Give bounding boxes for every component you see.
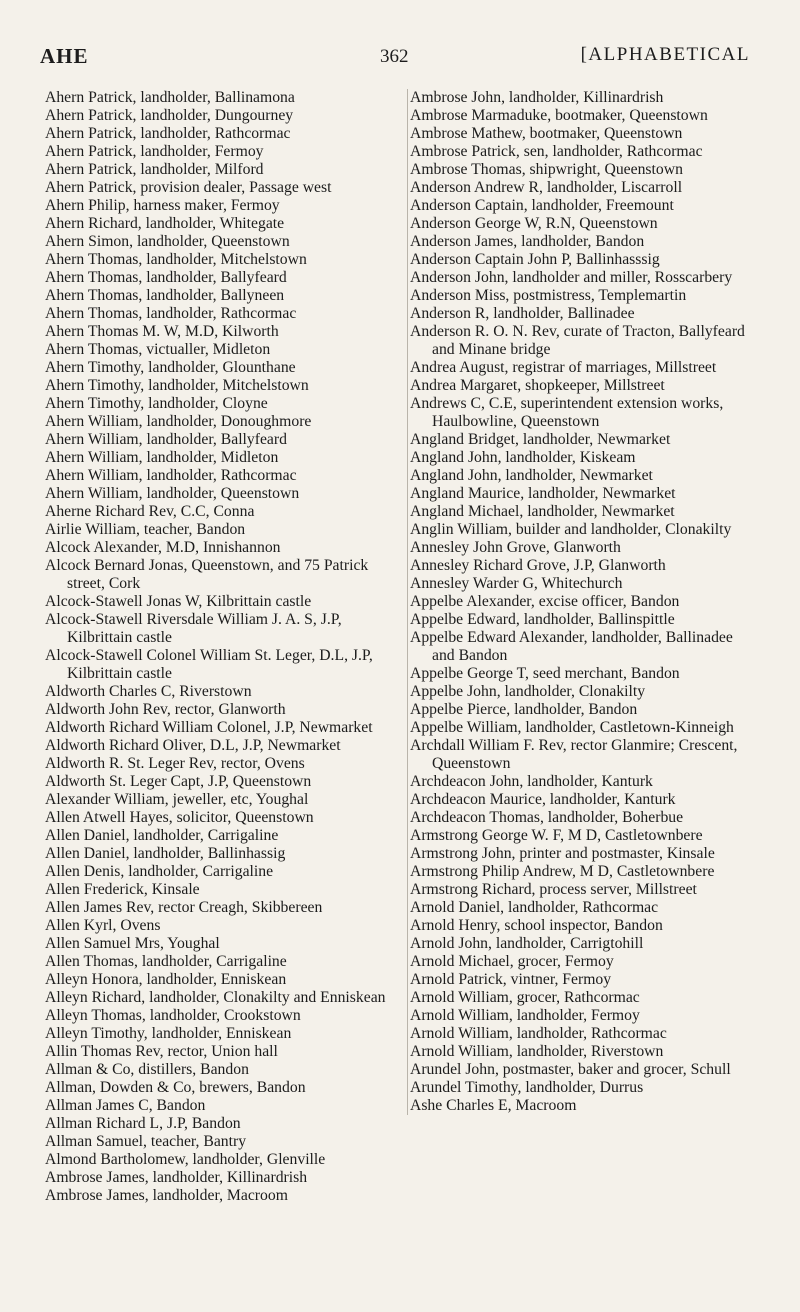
directory-entry: Arundel Timothy, landholder, Durrus: [410, 1079, 644, 1096]
directory-entry: Ahern William, landholder, Queenstown: [45, 485, 300, 502]
directory-entry: Archdeacon Maurice, landholder, Kanturk: [410, 791, 676, 808]
directory-entry: Anderson George W, R.N, Queenstown: [410, 215, 658, 232]
directory-entry: Archdeacon Thomas, landholder, Boherbue: [410, 809, 684, 826]
directory-entry: Allin Thomas Rev, rector, Union hall: [45, 1043, 278, 1060]
directory-entry: Allen Daniel, landholder, Ballinhassig: [45, 845, 286, 862]
directory-entry: Ambrose Mathew, bootmaker, Queenstown: [410, 125, 683, 142]
directory-entry: Angland John, landholder, Kiskeam: [410, 449, 636, 466]
directory-entry: Arnold Michael, grocer, Fermoy: [410, 953, 614, 970]
directory-entry: Allman, Dowden & Co, brewers, Bandon: [45, 1079, 306, 1096]
directory-entry: Ahern Patrick, landholder, Fermoy: [45, 143, 264, 160]
directory-entry: Allen Samuel Mrs, Youghal: [45, 935, 220, 952]
directory-entry: Allen Daniel, landholder, Carrigaline: [45, 827, 279, 844]
directory-entry: Anderson Miss, postmistress, Templemartin: [410, 287, 687, 304]
directory-entry: Allen James Rev, rector Creagh, Skibbereen: [45, 899, 323, 916]
page-header: [40, 44, 750, 74]
directory-entry: Ahern Thomas, victualler, Midleton: [45, 341, 271, 358]
directory-entry: Ahern Richard, landholder, Whitegate: [45, 215, 285, 232]
page-number: 362: [380, 46, 409, 67]
directory-entry: Alcock-Stawell Jonas W, Kilbrittain castle: [45, 593, 312, 610]
directory-entry: Aldworth Charles C, Riverstown: [45, 683, 252, 700]
directory-entry: Archdall William F. Rev, rector Glanmire; Crescent, Queenstown: [410, 737, 738, 772]
directory-entry: Arnold William, landholder, Riverstown: [410, 1043, 664, 1060]
directory-entry: Ahern Patrick, landholder, Dungourney: [45, 107, 294, 124]
directory-entry: Ahern Thomas M. W, M.D, Kilworth: [45, 323, 279, 340]
running-head-left: AHE: [40, 44, 89, 68]
directory-entry: Alleyn Thomas, landholder, Crookstown: [45, 1007, 301, 1024]
directory-entry: Aldworth Richard William Colonel, J.P, Newmarket: [45, 719, 373, 736]
directory-entry: Appelbe Edward, landholder, Ballinspittle: [410, 611, 675, 628]
directory-entry: Arnold William, grocer, Rathcormac: [410, 989, 640, 1006]
directory-entry: Arnold William, landholder, Rathcormac: [410, 1025, 667, 1042]
directory-entry: Ashe Charles E, Macroom: [410, 1097, 577, 1114]
directory-entry: Allen Denis, landholder, Carrigaline: [45, 863, 274, 880]
directory-entry: Allman Richard L, J.P, Bandon: [45, 1115, 241, 1132]
directory-entry: Angland John, landholder, Newmarket: [410, 467, 653, 484]
left-column: [45, 89, 400, 1205]
directory-entry: Ambrose John, landholder, Killinardrish: [410, 89, 664, 106]
directory-entry: Anderson R. O. N. Rev, curate of Tracton, Ballyfeard and Minane bridge: [410, 323, 745, 358]
directory-entry: Anderson Captain John P, Ballinhasssig: [410, 251, 660, 268]
directory-entry: Ahern Thomas, landholder, Mitchelstown: [45, 251, 307, 268]
directory-entry: Angland Maurice, landholder, Newmarket: [410, 485, 676, 502]
directory-entry: Appelbe George T, seed merchant, Bandon: [410, 665, 680, 682]
directory-entry: Ahern Thomas, landholder, Ballyneen: [45, 287, 285, 304]
directory-entry: Anderson John, landholder and miller, Rosscarbery: [410, 269, 733, 286]
directory-entry: Allen Thomas, landholder, Carrigaline: [45, 953, 287, 970]
directory-entry: Arnold Henry, school inspector, Bandon: [410, 917, 663, 934]
directory-entry: Ahern Thomas, landholder, Ballyfeard: [45, 269, 287, 286]
directory-entry: Airlie William, teacher, Bandon: [45, 521, 246, 538]
directory-entry: Alcock-Stawell Colonel William St. Leger, D.L, J.P, Kilbrittain castle: [45, 647, 373, 682]
directory-entry: Ahern Timothy, landholder, Glounthane: [45, 359, 296, 376]
directory-entry: Arnold John, landholder, Carrigtohill: [410, 935, 644, 952]
directory-entry: Ambrose James, landholder, Killinardrish: [45, 1169, 308, 1186]
directory-entry: Ambrose James, landholder, Macroom: [45, 1187, 288, 1204]
directory-entry: Ahern Patrick, provision dealer, Passage west: [45, 179, 332, 196]
directory-entry: Appelbe Alexander, excise officer, Bandon: [410, 593, 680, 610]
directory-entry: Aldworth Richard Oliver, D.L, J.P, Newmarket: [45, 737, 341, 754]
directory-entry: Anderson Andrew R, landholder, Liscarroll: [410, 179, 683, 196]
directory-entry: Annesley John Grove, Glanworth: [410, 539, 621, 556]
directory-entry: Appelbe Edward Alexander, landholder, Ballinadee and Bandon: [410, 629, 733, 664]
directory-entry: Anderson R, landholder, Ballinadee: [410, 305, 635, 322]
directory-entry: Appelbe John, landholder, Clonakilty: [410, 683, 646, 700]
directory-entry: Annesley Warder G, Whitechurch: [410, 575, 623, 592]
directory-entry: Ahern Thomas, landholder, Rathcormac: [45, 305, 297, 322]
directory-entry: Ahern Timothy, landholder, Mitchelstown: [45, 377, 309, 394]
directory-entry: Armstrong John, printer and postmaster, Kinsale: [410, 845, 715, 862]
directory-entry: Anderson Captain, landholder, Freemount: [410, 197, 674, 214]
directory-entry: Ahern Timothy, landholder, Cloyne: [45, 395, 268, 412]
directory-entry: Arundel John, postmaster, baker and grocer, Schull: [410, 1061, 731, 1078]
directory-entry: Alleyn Honora, landholder, Enniskean: [45, 971, 287, 988]
directory-entry: Allen Frederick, Kinsale: [45, 881, 200, 898]
directory-entry: Aldworth John Rev, rector, Glanworth: [45, 701, 286, 718]
directory-entry: Ahern William, landholder, Rathcormac: [45, 467, 297, 484]
directory-entry: Alexander William, jeweller, etc, Youghal: [45, 791, 309, 808]
directory-entry: Ahern William, landholder, Midleton: [45, 449, 279, 466]
directory-entry: Annesley Richard Grove, J.P, Glanworth: [410, 557, 666, 574]
directory-entry: Arnold William, landholder, Fermoy: [410, 1007, 640, 1024]
directory-entry: Appelbe William, landholder, Castletown-Kinneigh: [410, 719, 734, 736]
directory-entry: Allman Samuel, teacher, Bantry: [45, 1133, 247, 1150]
directory-entry: Arnold Daniel, landholder, Rathcormac: [410, 899, 659, 916]
directory-entry: Almond Bartholomew, landholder, Glenville: [45, 1151, 326, 1168]
directory-entry: Alcock-Stawell Riversdale William J. A. S, J.P, Kilbrittain castle: [45, 611, 342, 646]
directory-entry: Archdeacon John, landholder, Kanturk: [410, 773, 653, 790]
directory-entry: Ahern Patrick, landholder, Milford: [45, 161, 264, 178]
directory-entry: Armstrong Philip Andrew, M D, Castletownbere: [410, 863, 715, 880]
directory-entry: Aherne Richard Rev, C.C, Conna: [45, 503, 255, 520]
running-head-right: [ALPHABETICAL: [580, 44, 750, 65]
directory-entry: Andrea Margaret, shopkeeper, Millstreet: [410, 377, 665, 394]
directory-entry: Aldworth R. St. Leger Rev, rector, Ovens: [45, 755, 305, 772]
right-column: [407, 89, 756, 1115]
directory-entry: Allen Atwell Hayes, solicitor, Queenstown: [45, 809, 314, 826]
directory-entry: Armstrong George W. F, M D, Castletownbere: [410, 827, 703, 844]
directory-entry: Anglin William, builder and landholder, Clonakilty: [410, 521, 732, 538]
directory-entry: Armstrong Richard, process server, Millstreet: [410, 881, 697, 898]
directory-entry: Aldworth St. Leger Capt, J.P, Queenstown: [45, 773, 312, 790]
directory-entry: Ahern Patrick, landholder, Ballinamona: [45, 89, 295, 106]
directory-entry: Appelbe Pierce, landholder, Bandon: [410, 701, 638, 718]
directory-entry: Angland Bridget, landholder, Newmarket: [410, 431, 671, 448]
directory-entry: Ahern Patrick, landholder, Rathcormac: [45, 125, 291, 142]
directory-entry: Allen Kyrl, Ovens: [45, 917, 161, 934]
directory-entry: Arnold Patrick, vintner, Fermoy: [410, 971, 612, 988]
directory-entry: Ahern Simon, landholder, Queenstown: [45, 233, 290, 250]
directory-entry: Ambrose Marmaduke, bootmaker, Queenstown: [410, 107, 708, 124]
directory-entry: Alleyn Timothy, landholder, Enniskean: [45, 1025, 292, 1042]
directory-entry: Andrea August, registrar of marriages, Millstreet: [410, 359, 717, 376]
directory-entry: Ahern William, landholder, Ballyfeard: [45, 431, 287, 448]
directory-entry: Ahern Philip, harness maker, Fermoy: [45, 197, 280, 214]
directory-entry: Allman & Co, distillers, Bandon: [45, 1061, 249, 1078]
directory-entry: Andrews C, C.E, superintendent extension works, Haulbowline, Queenstown: [410, 395, 724, 430]
directory-entry: Alcock Bernard Jonas, Queenstown, and 75 Patrick street, Cork: [45, 557, 369, 592]
directory-entry: Angland Michael, landholder, Newmarket: [410, 503, 675, 520]
directory-entry: Alleyn Richard, landholder, Clonakilty and Enniskean: [45, 989, 386, 1006]
directory-entry: Ahern William, landholder, Donoughmore: [45, 413, 312, 430]
directory-entry: Anderson James, landholder, Bandon: [410, 233, 645, 250]
directory-entry: Allman James C, Bandon: [45, 1097, 206, 1114]
directory-entry: Ambrose Thomas, shipwright, Queenstown: [410, 161, 683, 178]
directory-entry: Ambrose Patrick, sen, landholder, Rathcormac: [410, 143, 703, 160]
directory-entry: Alcock Alexander, M.D, Innishannon: [45, 539, 281, 556]
